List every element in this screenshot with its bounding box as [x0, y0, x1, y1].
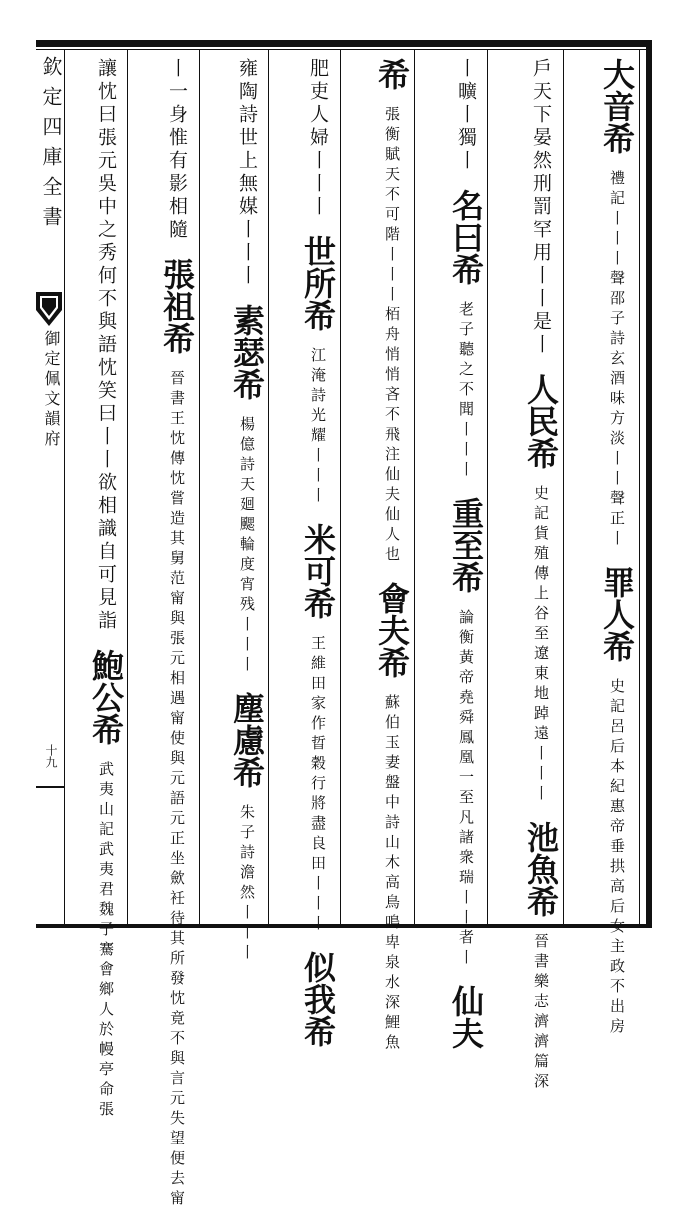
frame-bottom-border: [36, 924, 651, 928]
annotation-note: 朱子詩澹然丨丨丨: [238, 804, 256, 964]
annotation-note: 楊億詩天廻颸輪度宵残丨丨丨: [238, 416, 256, 676]
headword: 罪人希: [598, 566, 636, 662]
frame-top-border: [36, 40, 651, 47]
headword: 似我希: [299, 951, 337, 1047]
text-column: [203, 58, 267, 964]
headword: 大音希: [598, 58, 636, 154]
annotation-note: 禮記丨丨丨聲邵子詩玄酒味方淡丨丨聲正丨: [608, 170, 626, 550]
frame-right-inner-border: [639, 49, 640, 926]
headword: 世所希: [299, 235, 337, 331]
column-rule: [414, 49, 415, 926]
headword: 仙夫: [447, 985, 485, 1049]
headword: 米可希: [299, 523, 337, 619]
frame-right-border: [646, 40, 652, 928]
headword: 名曰希: [447, 189, 485, 285]
book-title: 御定佩文韻府: [42, 330, 61, 450]
text-column: [66, 58, 126, 1121]
annotation-note: 晉書樂志濟濟篇深: [532, 933, 550, 1093]
headword: 素瑟希: [228, 304, 266, 400]
column-rule: [268, 49, 269, 926]
frame-top-inner-border: [36, 49, 651, 50]
annotation-note: 史記貨殖傳上谷至遼東地踔遠丨丨丨: [532, 485, 550, 805]
running-title: 欽定四庫全書: [39, 56, 63, 236]
main-text: 丨曠丨獨丨: [455, 58, 477, 173]
fish-tail-ornament: [36, 292, 62, 326]
text-column: [131, 58, 197, 1210]
column-rule: [340, 49, 341, 926]
annotation-note: 蘇伯玉妻盤中詩山木高鳥鳴卑泉水深鯉魚: [383, 694, 401, 1054]
margin-divider: [64, 49, 65, 926]
page-number: 十九: [44, 744, 58, 768]
column-rule: [563, 49, 564, 926]
main-text: 丨一身惟有影相隨: [166, 58, 188, 242]
headword: 池魚希: [522, 821, 560, 917]
annotation-note: 晉書王忱傳忱嘗造其舅范甯與張元相遇甯使與元語元正坐歛衽待其所發忱竟不與言元失望便去甯: [168, 370, 186, 1210]
main-text: 雍陶詩世上無媒丨丨丨: [236, 58, 258, 288]
headword: 人民希: [522, 373, 560, 469]
headword: 重至希: [447, 497, 485, 593]
annotation-note: 史記呂后本紀惠帝垂拱高后女主政不出房: [608, 678, 626, 1038]
main-text: 戶天下晏然刑罰罕用丨丨是丨: [530, 58, 552, 357]
main-text: 讓忱曰張元吳中之秀何不與語忱笑曰丨丨欲相識自可見詣: [95, 58, 117, 633]
column-rule: [487, 49, 488, 926]
annotation-note: 江淹詩光耀丨丨丨: [309, 347, 327, 507]
text-column: [491, 58, 561, 1093]
headword: 會夫希: [373, 582, 411, 678]
annotation-note: 老子聽之不聞丨丨丨: [457, 301, 475, 481]
text-column: [344, 58, 412, 1054]
annotation-note: 王維田家作晢穀行將盡良田丨丨丨: [309, 635, 327, 935]
annotation-note: 論衡黃帝堯舜鳳凰一至凡諸衆瑞丨丨者丨: [457, 609, 475, 969]
headword: 張祖希: [158, 258, 196, 354]
text-column: [567, 58, 637, 1038]
text-column: [418, 58, 486, 1049]
headword: 希: [373, 58, 411, 90]
headword: 鮑公希: [87, 649, 125, 745]
headword: 塵慮希: [228, 692, 266, 788]
annotation-note: 張衡賦天不可階丨丨丨栢舟悄悄吝不飛注仙夫仙人也: [383, 106, 401, 566]
text-column: [272, 58, 338, 1047]
annotation-note: 武夷山記武夷君魏子騫會鄉人於幔亭命張: [97, 761, 115, 1121]
column-rule: [199, 49, 200, 926]
margin-tick-mark: [36, 786, 64, 788]
column-rule: [127, 49, 128, 926]
main-text: 肥吏人婦丨丨丨: [307, 58, 329, 219]
